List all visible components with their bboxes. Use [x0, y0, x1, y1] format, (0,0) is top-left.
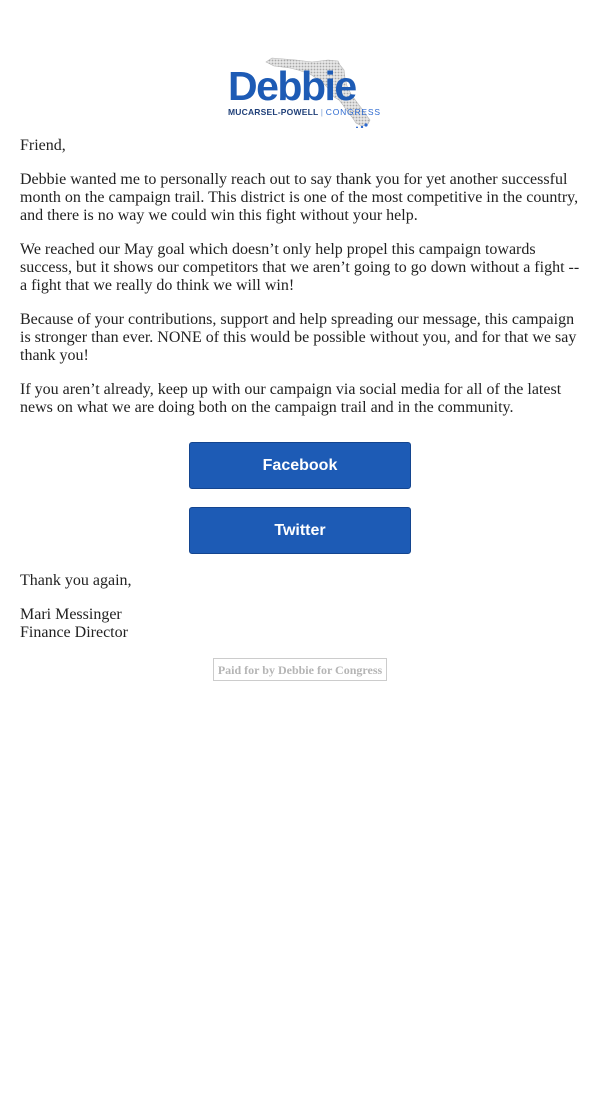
twitter-button[interactable]: Twitter — [189, 507, 411, 554]
signer-name: Mari Messinger — [20, 606, 122, 623]
paragraph-social: If you aren’t already, keep up with our campaign via social media for all of the latest news on what we are doing both on the campaign trail and in the community. — [20, 381, 562, 416]
twitter-button-row — [20, 507, 580, 554]
logo-tagline — [228, 107, 381, 117]
signature — [20, 606, 580, 642]
closing-thanks: Thank you again, — [20, 572, 132, 589]
header — [0, 0, 600, 137]
campaign-logo — [226, 56, 381, 128]
logo-tagline-divider: | — [320, 107, 324, 117]
paragraph-goal: We reached our May goal which doesn’t only help propel this campaign towards success, but it shows our competitors that we aren’t going to go down without a fight -- a fight that we really do think we will win! — [20, 241, 580, 294]
footer — [0, 658, 600, 681]
paragraph-thanks: Debbie wanted me to personally reach out to say thank you for yet another successful month on the campaign trail. This district is one of the most competitive in the country, and there is no way we could win this fight without your help. — [20, 171, 579, 224]
logo-tagline-office: CONGRESS — [325, 107, 381, 117]
greeting: Friend, — [20, 137, 66, 154]
facebook-button-row — [20, 442, 580, 489]
logo-wordmark: Debbie — [228, 63, 356, 109]
facebook-button[interactable]: Facebook — [189, 442, 411, 489]
message-body — [0, 137, 600, 642]
paid-for-disclaimer: Paid for by Debbie for Congress — [213, 658, 387, 681]
signer-title: Finance Director — [20, 624, 128, 641]
paragraph-contributions: Because of your contributions, support and help spreading our message, this campaign is stronger than ever. NONE of this would be possible without you, and for that we say thank you! — [20, 311, 577, 364]
logo-tagline-surname: MUCARSEL-POWELL — [228, 107, 319, 117]
